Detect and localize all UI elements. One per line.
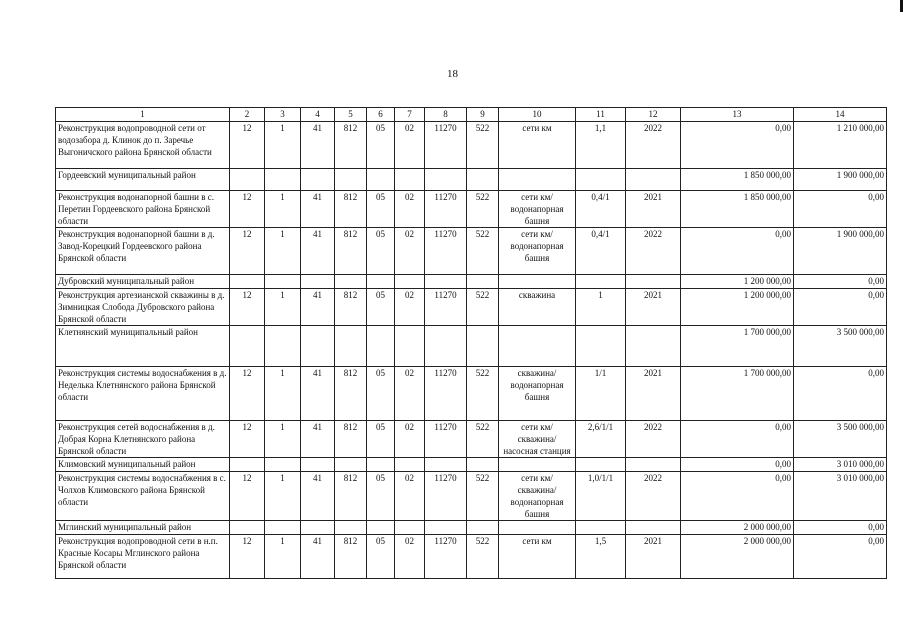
cell-c6 — [367, 458, 395, 472]
cell-c3 — [265, 521, 301, 535]
cell-c13: 0,00 — [681, 228, 794, 275]
cell-c8 — [425, 275, 467, 289]
cell-c3: 1 — [265, 191, 301, 228]
cell-c10: сети км/ скважина/ насосная станция — [499, 421, 576, 458]
cell-c5: 812 — [335, 535, 367, 579]
cell-c6 — [367, 521, 395, 535]
cell-c13: 1 700 000,00 — [681, 326, 794, 367]
row-name-cell: Реконструкция водонапорной башни в д. Завод-Корецкий Гордеевского района Брянской области — [56, 228, 230, 275]
cell-c2: 12 — [230, 421, 265, 458]
cell-c3 — [265, 275, 301, 289]
cell-c9 — [467, 326, 499, 367]
cell-c6: 05 — [367, 535, 395, 579]
cell-c10: скважина — [499, 289, 576, 326]
cell-c12 — [626, 275, 681, 289]
cell-c4: 41 — [301, 367, 335, 421]
district-row — [56, 521, 887, 535]
header-cell: 6 — [367, 108, 395, 122]
cell-c4: 41 — [301, 191, 335, 228]
cell-c8 — [425, 169, 467, 191]
cell-c4 — [301, 521, 335, 535]
project-row — [56, 472, 887, 521]
cell-c9: 522 — [467, 535, 499, 579]
cell-c4: 41 — [301, 228, 335, 275]
row-name-cell: Мглинский муниципальный район — [56, 521, 230, 535]
cell-c8: 11270 — [425, 122, 467, 169]
cell-c12: 2022 — [626, 472, 681, 521]
cell-c13: 0,00 — [681, 421, 794, 458]
cell-c2 — [230, 521, 265, 535]
header-cell: 2 — [230, 108, 265, 122]
row-name-cell: Реконструкция водонапорной башни в с. Перетин Гордеевского района Брянской области — [56, 191, 230, 228]
row-name-cell: Реконструкция сетей водоснабжения в д. Добрая Корна Клетнянского района Брянской области — [56, 421, 230, 458]
header-cell: 3 — [265, 108, 301, 122]
header-cell: 7 — [395, 108, 425, 122]
header-cell: 13 — [681, 108, 794, 122]
cell-c9: 522 — [467, 367, 499, 421]
cell-c5 — [335, 458, 367, 472]
cell-c11: 1 — [576, 289, 626, 326]
cell-c7 — [395, 169, 425, 191]
cell-c11 — [576, 169, 626, 191]
cell-c12 — [626, 458, 681, 472]
cell-c14: 0,00 — [794, 191, 887, 228]
cell-c4: 41 — [301, 289, 335, 326]
cell-c2 — [230, 169, 265, 191]
cell-c4: 41 — [301, 421, 335, 458]
project-row — [56, 228, 887, 275]
cell-c12: 2021 — [626, 535, 681, 579]
header-cell: 1 — [56, 108, 230, 122]
cell-c13: 0,00 — [681, 458, 794, 472]
cell-c14: 3 500 000,00 — [794, 421, 887, 458]
cell-c14: 0,00 — [794, 275, 887, 289]
cell-c14: 3 010 000,00 — [794, 458, 887, 472]
cell-c9 — [467, 521, 499, 535]
cell-c12 — [626, 326, 681, 367]
cell-c7: 02 — [395, 367, 425, 421]
cell-c12: 2022 — [626, 122, 681, 169]
cell-c5 — [335, 521, 367, 535]
cell-c9: 522 — [467, 122, 499, 169]
header-cell: 5 — [335, 108, 367, 122]
cell-c11 — [576, 275, 626, 289]
cell-c11: 1,5 — [576, 535, 626, 579]
cell-c13: 0,00 — [681, 122, 794, 169]
row-name-cell: Гордеевский муниципальный район — [56, 169, 230, 191]
cell-c5 — [335, 275, 367, 289]
row-name-cell: Климовский муниципальный район — [56, 458, 230, 472]
cell-c9: 522 — [467, 472, 499, 521]
cell-c4: 41 — [301, 535, 335, 579]
cell-c10: сети км — [499, 535, 576, 579]
row-name-cell: Клетнянский муниципальный район — [56, 326, 230, 367]
cell-c4 — [301, 458, 335, 472]
cell-c9: 522 — [467, 289, 499, 326]
cell-c14: 1 900 000,00 — [794, 169, 887, 191]
cell-c10 — [499, 521, 576, 535]
cell-c10: сети км — [499, 122, 576, 169]
district-row — [56, 326, 887, 367]
cell-c7: 02 — [395, 191, 425, 228]
cell-c7: 02 — [395, 535, 425, 579]
cell-c7 — [395, 521, 425, 535]
cell-c8 — [425, 326, 467, 367]
cell-c10: сети км/ скважина/ водонапорная башня — [499, 472, 576, 521]
cell-c9 — [467, 458, 499, 472]
project-row — [56, 421, 887, 458]
cell-c5: 812 — [335, 228, 367, 275]
cell-c12: 2022 — [626, 228, 681, 275]
cell-c2: 12 — [230, 472, 265, 521]
cell-c13: 1 200 000,00 — [681, 275, 794, 289]
header-cell: 10 — [499, 108, 576, 122]
cell-c6: 05 — [367, 289, 395, 326]
cell-c13: 1 850 000,00 — [681, 169, 794, 191]
cell-c7: 02 — [395, 228, 425, 275]
cell-c11 — [576, 326, 626, 367]
cell-c2 — [230, 275, 265, 289]
cell-c11: 0,4/1 — [576, 228, 626, 275]
cell-c14: 0,00 — [794, 367, 887, 421]
header-cell: 9 — [467, 108, 499, 122]
cell-c10: сети км/ водонапорная башня — [499, 191, 576, 228]
cell-c6: 05 — [367, 367, 395, 421]
cell-c10 — [499, 275, 576, 289]
cell-c2: 12 — [230, 122, 265, 169]
district-row — [56, 458, 887, 472]
cell-c7: 02 — [395, 122, 425, 169]
cell-c6 — [367, 169, 395, 191]
row-name-cell: Реконструкция системы водоснабжения в д. Неделька Клетнянского района Брянской области — [56, 367, 230, 421]
cell-c8: 11270 — [425, 535, 467, 579]
cell-c3: 1 — [265, 367, 301, 421]
cell-c5: 812 — [335, 472, 367, 521]
header-cell: 12 — [626, 108, 681, 122]
cell-c14: 1 210 000,00 — [794, 122, 887, 169]
cell-c6: 05 — [367, 228, 395, 275]
row-name-cell: Реконструкция водопроводной сети от водозабора д. Клинок до п. Заречье Выгоничского района Брянской области — [56, 122, 230, 169]
district-row — [56, 169, 887, 191]
project-row — [56, 191, 887, 228]
cell-c6: 05 — [367, 421, 395, 458]
cell-c12: 2022 — [626, 421, 681, 458]
cell-c10 — [499, 326, 576, 367]
cell-c3: 1 — [265, 228, 301, 275]
budget-table — [55, 107, 887, 579]
cell-c5: 812 — [335, 421, 367, 458]
cell-c7 — [395, 275, 425, 289]
cell-c3 — [265, 326, 301, 367]
cell-c6: 05 — [367, 122, 395, 169]
cell-c5: 812 — [335, 122, 367, 169]
cell-c8: 11270 — [425, 421, 467, 458]
cell-c13: 1 850 000,00 — [681, 191, 794, 228]
cell-c6 — [367, 326, 395, 367]
cell-c13: 0,00 — [681, 472, 794, 521]
cell-c2: 12 — [230, 367, 265, 421]
project-row — [56, 289, 887, 326]
cell-c8: 11270 — [425, 228, 467, 275]
cell-c11 — [576, 521, 626, 535]
cell-c10 — [499, 458, 576, 472]
cell-c5: 812 — [335, 289, 367, 326]
cell-c9 — [467, 169, 499, 191]
cell-c8: 11270 — [425, 472, 467, 521]
row-name-cell: Реконструкция артезианской скважины в д. Зимницкая Слобода Дубровского района Брянской области — [56, 289, 230, 326]
cell-c11: 0,4/1 — [576, 191, 626, 228]
cell-c5 — [335, 169, 367, 191]
cell-c14: 0,00 — [794, 521, 887, 535]
cell-c10: скважина/ водонапорная башня — [499, 367, 576, 421]
cell-c14: 1 900 000,00 — [794, 228, 887, 275]
cell-c12 — [626, 169, 681, 191]
row-name-cell: Дубровский муниципальный район — [56, 275, 230, 289]
cell-c3: 1 — [265, 289, 301, 326]
cell-c13: 1 700 000,00 — [681, 367, 794, 421]
cell-c14: 3 500 000,00 — [794, 326, 887, 367]
cell-c11: 2,6/1/1 — [576, 421, 626, 458]
header-cell: 8 — [425, 108, 467, 122]
cell-c3 — [265, 169, 301, 191]
cell-c8 — [425, 458, 467, 472]
cell-c8 — [425, 521, 467, 535]
cell-c8: 11270 — [425, 289, 467, 326]
page-number: 18 — [447, 68, 458, 80]
cell-c12: 2021 — [626, 289, 681, 326]
cell-c8: 11270 — [425, 191, 467, 228]
cell-c11: 1,1 — [576, 122, 626, 169]
cell-c2: 12 — [230, 191, 265, 228]
header-cell: 11 — [576, 108, 626, 122]
header-cell: 14 — [794, 108, 887, 122]
project-row — [56, 535, 887, 579]
cell-c2 — [230, 326, 265, 367]
cell-c2 — [230, 458, 265, 472]
cell-c5: 812 — [335, 191, 367, 228]
page-edge-mark — [900, 0, 903, 12]
project-row — [56, 367, 887, 421]
cell-c11: 1,0/1/1 — [576, 472, 626, 521]
cell-c14: 0,00 — [794, 535, 887, 579]
cell-c2: 12 — [230, 289, 265, 326]
cell-c3 — [265, 458, 301, 472]
table-header-row — [56, 108, 887, 122]
cell-c9: 522 — [467, 228, 499, 275]
cell-c3: 1 — [265, 122, 301, 169]
project-row — [56, 122, 887, 169]
cell-c7 — [395, 458, 425, 472]
cell-c10: сети км/ водонапорная башня — [499, 228, 576, 275]
cell-c2: 12 — [230, 535, 265, 579]
cell-c4: 41 — [301, 472, 335, 521]
cell-c12 — [626, 521, 681, 535]
cell-c2: 12 — [230, 228, 265, 275]
cell-c8: 11270 — [425, 367, 467, 421]
cell-c4 — [301, 169, 335, 191]
row-name-cell: Реконструкция водопроводной сети в н.п. Красные Косары Мглинского района Брянской области — [56, 535, 230, 579]
cell-c13: 2 000 000,00 — [681, 521, 794, 535]
cell-c11: 1/1 — [576, 367, 626, 421]
cell-c7 — [395, 326, 425, 367]
cell-c14: 0,00 — [794, 289, 887, 326]
cell-c9: 522 — [467, 421, 499, 458]
cell-c13: 1 200 000,00 — [681, 289, 794, 326]
cell-c3: 1 — [265, 472, 301, 521]
cell-c13: 2 000 000,00 — [681, 535, 794, 579]
cell-c4: 41 — [301, 122, 335, 169]
cell-c4 — [301, 326, 335, 367]
cell-c12: 2021 — [626, 191, 681, 228]
cell-c3: 1 — [265, 421, 301, 458]
header-cell: 4 — [301, 108, 335, 122]
cell-c5 — [335, 326, 367, 367]
cell-c14: 3 010 000,00 — [794, 472, 887, 521]
cell-c6: 05 — [367, 191, 395, 228]
cell-c7: 02 — [395, 472, 425, 521]
cell-c6 — [367, 275, 395, 289]
cell-c5: 812 — [335, 367, 367, 421]
cell-c7: 02 — [395, 421, 425, 458]
district-row — [56, 275, 887, 289]
cell-c9 — [467, 275, 499, 289]
cell-c7: 02 — [395, 289, 425, 326]
cell-c12: 2021 — [626, 367, 681, 421]
cell-c3: 1 — [265, 535, 301, 579]
cell-c11 — [576, 458, 626, 472]
cell-c6: 05 — [367, 472, 395, 521]
cell-c9: 522 — [467, 191, 499, 228]
row-name-cell: Реконструкция системы водоснабжения в с. Чолхов Климовского района Брянской области — [56, 472, 230, 521]
cell-c4 — [301, 275, 335, 289]
cell-c10 — [499, 169, 576, 191]
